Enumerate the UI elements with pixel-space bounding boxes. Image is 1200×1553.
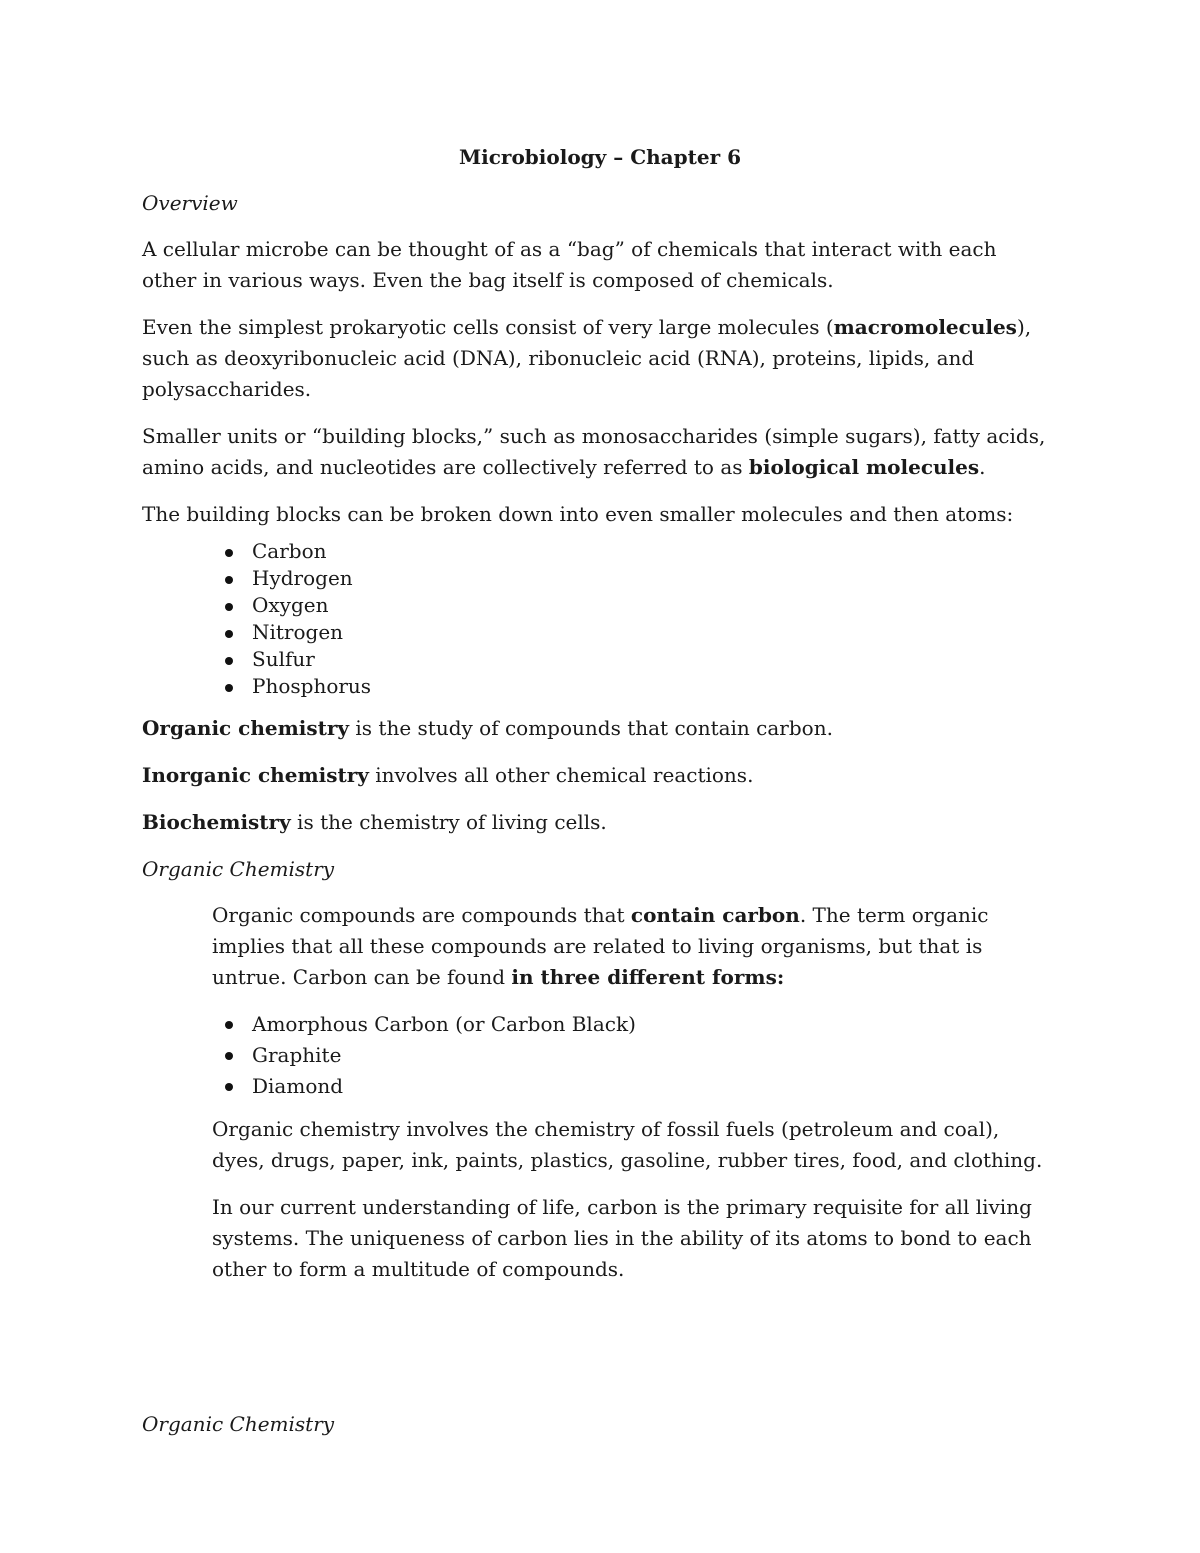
bullet-icon bbox=[225, 576, 233, 584]
oc-p1-text-a: Organic compounds are compounds that bbox=[212, 903, 631, 927]
page-spacer bbox=[142, 1301, 1050, 1409]
macromolecules-term: macromolecules bbox=[833, 315, 1017, 339]
definition-text: is the study of compounds that contain carbon. bbox=[349, 716, 833, 740]
atoms-list bbox=[142, 538, 1050, 700]
list-item bbox=[252, 538, 1050, 565]
carbon-forms-list bbox=[142, 1009, 1050, 1102]
biochemistry-term: Biochemistry bbox=[142, 810, 291, 834]
list-item bbox=[252, 592, 1050, 619]
p3-text-a: Smaller units or “building blocks,” such as monosaccharides (simple sugars), fatty acids, amino acids, and nucleotides are collectively referred to as bbox=[142, 424, 1046, 479]
list-item bbox=[252, 1009, 1050, 1040]
definition-biochemistry bbox=[142, 807, 1050, 838]
organic-chemistry-heading: Organic Chemistry bbox=[142, 857, 335, 881]
definition-inorganic-chemistry bbox=[142, 760, 1050, 791]
overview-paragraph-1: A cellular microbe can be thought of as a “bag” of chemicals that interact with each other in various ways. Even the bag itself is composed of chemicals. bbox=[142, 237, 997, 292]
list-item-text: Diamond bbox=[252, 1074, 344, 1098]
list-item-text: Carbon bbox=[252, 539, 327, 563]
list-item bbox=[252, 619, 1050, 646]
bullet-icon bbox=[225, 1083, 233, 1091]
definition-text: involves all other chemical reactions. bbox=[368, 763, 754, 787]
overview-paragraph-4: The building blocks can be broken down into even smaller molecules and then atoms: bbox=[142, 502, 1014, 526]
bullet-icon bbox=[225, 630, 233, 638]
organic-paragraph-2: Organic chemistry involves the chemistry of fossil fuels (petroleum and coal), dyes, drugs, paper, ink, paints, plastics, gasoline, rubber tires, food, and clothing. bbox=[212, 1117, 1043, 1172]
oc-p1-text-b: . The term organic implies that all these compounds are related to living organisms, but that is untrue. Carbon can be found bbox=[212, 903, 989, 989]
p3-text-b: . bbox=[979, 455, 986, 479]
list-item bbox=[252, 1071, 1050, 1102]
bullet-icon bbox=[225, 1052, 233, 1060]
overview-heading: Overview bbox=[142, 191, 238, 215]
bullet-icon bbox=[225, 1021, 233, 1029]
list-item bbox=[252, 646, 1050, 673]
list-item-text: Amorphous Carbon (or Carbon Black) bbox=[252, 1012, 636, 1036]
document-title: Microbiology – Chapter 6 bbox=[459, 145, 741, 169]
list-item-text: Sulfur bbox=[252, 647, 315, 671]
overview-paragraph-2 bbox=[142, 312, 1050, 405]
contain-carbon-term: contain carbon bbox=[630, 903, 800, 927]
organic-paragraph-3: In our current understanding of life, carbon is the primary requisite for all living systems. The uniqueness of carbon lies in the ability of its atoms to bond to each other to form a multitude of compounds. bbox=[212, 1195, 1032, 1281]
definition-organic-chemistry bbox=[142, 713, 1050, 744]
list-item-text: Hydrogen bbox=[252, 566, 353, 590]
bullet-icon bbox=[225, 684, 233, 692]
organic-paragraph-1 bbox=[212, 900, 1050, 993]
list-item bbox=[252, 673, 1050, 700]
list-item-text: Graphite bbox=[252, 1043, 342, 1067]
inorganic-chemistry-term: Inorganic chemistry bbox=[142, 763, 369, 787]
list-item bbox=[252, 1040, 1050, 1071]
list-item-text: Oxygen bbox=[252, 593, 329, 617]
three-forms-term: in three different forms: bbox=[511, 965, 785, 989]
definition-text: is the chemistry of living cells. bbox=[290, 810, 607, 834]
organic-chemistry-heading-2: Organic Chemistry bbox=[142, 1412, 335, 1436]
list-item-text: Phosphorus bbox=[252, 674, 372, 698]
biological-molecules-term: biological molecules bbox=[748, 455, 980, 479]
bullet-icon bbox=[225, 657, 233, 665]
bullet-icon bbox=[225, 549, 233, 557]
bullet-icon bbox=[225, 603, 233, 611]
list-item bbox=[252, 565, 1050, 592]
overview-paragraph-3 bbox=[142, 421, 1050, 483]
p2-text-a: Even the simplest prokaryotic cells consist of very large molecules ( bbox=[142, 315, 834, 339]
organic-chemistry-term: Organic chemistry bbox=[142, 716, 350, 740]
list-item-text: Nitrogen bbox=[252, 620, 344, 644]
p2-text-b: ), such as deoxyribonucleic acid (DNA), ribonucleic acid (RNA), proteins, lipids, and polysaccharides. bbox=[142, 315, 1032, 401]
